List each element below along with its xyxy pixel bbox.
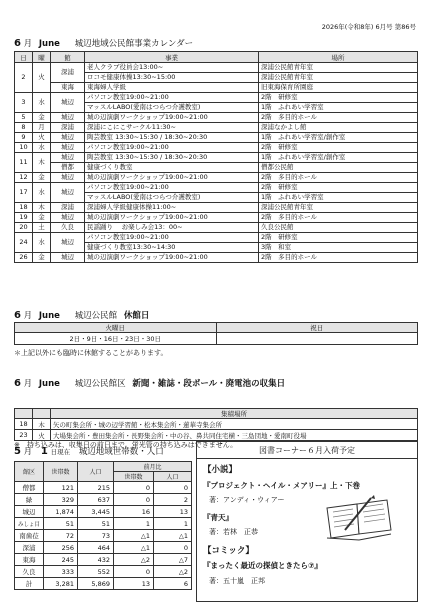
table-row <box>15 63 418 73</box>
households-cell: 51 <box>44 518 78 530</box>
header-hall: 館 <box>51 52 85 63</box>
day-cell: 2 <box>15 63 33 93</box>
closed-heading <box>14 309 149 321</box>
population-table <box>14 461 192 590</box>
day-cell: 23 <box>15 430 33 441</box>
header-place: 集積場所 <box>51 409 418 419</box>
tuesday-dates: 2日・9日・16日・23日・30日 <box>15 333 217 345</box>
closed-days-table <box>14 322 418 345</box>
books-title: 図書コーナー６月入荷予定 <box>259 446 355 455</box>
area-cell: 計 <box>15 578 44 590</box>
event-cell: 陶芸教室 13:30~15:30 / 18:30~20:30 <box>85 133 259 143</box>
event-cell: 城の辺演劇ワークショップ19:00~21:00 <box>85 253 259 263</box>
people-cell: 552 <box>78 566 114 578</box>
diff-households-cell: 16 <box>114 506 154 518</box>
place-cell: 1階 ふれあい学習室/創作室 <box>259 133 418 143</box>
dow-cell: 火 <box>33 430 51 441</box>
people-cell: 3,445 <box>78 506 114 518</box>
area-cell: 城辺 <box>15 506 44 518</box>
diff-households-cell: △1 <box>114 542 154 554</box>
event-cell: マッスルLABO(愛南はつらつ介護教室) <box>85 103 259 113</box>
header-dow: 曜 <box>33 52 51 63</box>
table-row <box>15 494 192 506</box>
area-cell: 東海 <box>15 554 44 566</box>
place-cell: 深浦公民館青年室 <box>259 73 418 83</box>
header-people: 人口 <box>78 462 114 482</box>
place-cell: 2階 多目的ホール <box>259 253 418 263</box>
diff-people-cell: 0 <box>154 542 192 554</box>
diff-people-cell: △1 <box>154 530 192 542</box>
novel-title-2: 『青天』 <box>203 513 233 522</box>
place-cell: 旧東海保育所園庭 <box>259 83 418 93</box>
area-cell: 南歯莅 <box>15 530 44 542</box>
pop-header-row <box>15 462 192 472</box>
place-cell: 2階 研修室 <box>259 233 418 243</box>
table-row <box>15 123 418 133</box>
place-cell: 矢の町集会所・城の辺学習館・松本集会所・蓮華寺集会所 <box>51 419 418 430</box>
diff-people-cell: △7 <box>154 554 192 566</box>
dow-cell: 金 <box>33 253 51 263</box>
closed-month: 6 <box>14 310 21 321</box>
header-blank <box>33 409 51 419</box>
event-calendar-table <box>14 51 418 263</box>
table-row <box>15 430 418 441</box>
table-row <box>15 163 418 173</box>
day-cell: 17 <box>15 183 33 203</box>
table-row <box>15 133 418 143</box>
dow-cell: 月 <box>33 123 51 133</box>
households-cell: 245 <box>44 554 78 566</box>
table-row <box>15 482 192 494</box>
area-cell: 緑 <box>15 494 44 506</box>
people-cell: 464 <box>78 542 114 554</box>
event-cell: 健康づくり教室13:30~14:30 <box>85 243 259 253</box>
header-blank <box>15 409 33 419</box>
diff-people-cell: 13 <box>154 506 192 518</box>
diff-households-cell: 0 <box>114 566 154 578</box>
novel-author-1: 著：アンディ・ウィアー <box>209 496 285 504</box>
day-cell: 26 <box>15 253 33 263</box>
dow-cell: 火 <box>33 63 51 93</box>
dow-cell: 火 <box>33 133 51 143</box>
event-cell: パソコン教室19:00~21:00 <box>85 143 259 153</box>
pop-month-unit: 月 <box>23 447 33 457</box>
comic-title-1: 『まったく最近の探偵ときたら⑦』 <box>203 561 322 570</box>
calendar-month-unit: 月 <box>23 39 33 49</box>
table-row <box>15 253 418 263</box>
table-row <box>15 143 418 153</box>
place-cell: 1階 ふれあい学習室/創作室 <box>259 153 418 163</box>
table-row <box>15 518 192 530</box>
recycle-note: ※ 持ち込みは、収集日の前日まで。蛍光管の持ち込みはできません。 <box>14 441 238 449</box>
day-cell: 11 <box>15 153 33 173</box>
issue-info: 2026年(令和8年) 6月号 第86号 <box>321 23 416 31</box>
table-row <box>15 233 418 243</box>
day-cell: 10 <box>15 143 33 153</box>
area-cell: みしょ目 <box>15 518 44 530</box>
holiday-dates <box>216 333 418 345</box>
header-households: 世帯数 <box>44 462 78 482</box>
households-cell: 72 <box>44 530 78 542</box>
table-row <box>15 223 418 233</box>
header-place: 場所 <box>259 52 418 63</box>
event-cell: 城の辺演劇ワークショップ19:00~21:00 <box>85 173 259 183</box>
novel-label: 【小説】 <box>203 465 238 475</box>
table-row <box>15 93 418 103</box>
diff-households-cell: 0 <box>114 482 154 494</box>
place-cell: 3階 和室 <box>259 243 418 253</box>
people-cell: 215 <box>78 482 114 494</box>
diff-people-cell: 0 <box>154 482 192 494</box>
calendar-month: 6 <box>14 38 21 49</box>
pop-month: 5 <box>14 446 21 457</box>
hall-cell: 城辺 <box>51 153 85 163</box>
hall-cell: 城辺 <box>51 143 85 153</box>
recycle-heading <box>14 377 285 389</box>
hall-cell: 深浦 <box>51 203 85 213</box>
diff-people-cell: 6 <box>154 578 192 590</box>
dow-cell: 水 <box>33 93 51 113</box>
place-cell: 2階 研修室 <box>259 183 418 193</box>
header-prev-people: 人口 <box>154 472 192 482</box>
header-day: 日 <box>15 52 33 63</box>
library-new-books-box <box>196 441 418 602</box>
table-row <box>15 506 192 518</box>
closed-month-unit: 月 <box>23 311 33 321</box>
hall-cell: 城辺 <box>51 173 85 183</box>
open-book-illustration <box>323 494 395 544</box>
diff-households-cell: △2 <box>114 554 154 566</box>
event-cell: マッスルLABO(愛南はつらつ介護教室) <box>85 193 259 203</box>
table-row <box>15 213 418 223</box>
dow-cell: 金 <box>33 213 51 223</box>
place-cell: 大場集会所・豊田集会所・長野集会所・中の谷、鼻共同住宅横・三島団地・愛南町役場 <box>51 430 418 441</box>
place-cell: 1階 ふれあい学習室 <box>259 193 418 203</box>
place-cell: 1階 ふれあい学習室 <box>259 103 418 113</box>
closed-values-row <box>15 333 418 345</box>
dow-cell: 水 <box>33 233 51 253</box>
people-cell: 432 <box>78 554 114 566</box>
recycle-month: 6 <box>14 378 21 389</box>
event-cell: 城の辺演劇ワークショップ19:00~21:00 <box>85 213 259 223</box>
pop-date-unit: 日現在 <box>50 448 71 456</box>
table-row <box>15 83 418 93</box>
recycle-month-en: June <box>38 379 60 389</box>
table-row <box>15 153 418 163</box>
calendar-header-row <box>15 52 418 63</box>
hall-cell: 城辺 <box>51 93 85 113</box>
recycle-title-bold: 新聞・雑誌・段ボール・廃電池の収集日 <box>132 379 286 389</box>
place-cell: 深浦なかよし館 <box>259 123 418 133</box>
hall-cell: 僧都 <box>51 163 85 173</box>
event-cell: 城の辺演劇ワークショップ19:00~21:00 <box>85 113 259 123</box>
calendar-month-en: June <box>38 39 60 49</box>
table-row <box>15 542 192 554</box>
table-row <box>15 173 418 183</box>
diff-households-cell: 1 <box>114 518 154 530</box>
day-cell: 8 <box>15 123 33 133</box>
event-cell: パソコン教室19:00~21:00 <box>85 233 259 243</box>
day-cell: 18 <box>15 203 33 213</box>
event-cell: 陶芸教室 13:30~15:30 / 18:30~20:30 <box>85 153 259 163</box>
header-holiday: 祝日 <box>216 323 418 333</box>
hall-cell: 深浦 <box>51 63 85 83</box>
table-row <box>15 566 192 578</box>
event-cell: 健康づくり教室 <box>85 163 259 173</box>
dow-cell: 木 <box>33 203 51 213</box>
hall-cell: 城辺 <box>51 183 85 203</box>
dow-cell: 水 <box>33 143 51 153</box>
households-cell: 1,874 <box>44 506 78 518</box>
table-row <box>15 113 418 123</box>
households-cell: 256 <box>44 542 78 554</box>
hall-cell: 城辺 <box>51 213 85 223</box>
table-row <box>15 419 418 430</box>
dow-cell: 金 <box>33 173 51 183</box>
households-cell: 121 <box>44 482 78 494</box>
day-cell: 12 <box>15 173 33 183</box>
closed-header-row <box>15 323 418 333</box>
day-cell: 18 <box>15 419 33 430</box>
calendar-title: 城辺地域公民館事業カレンダー <box>74 39 194 49</box>
dow-cell: 金 <box>33 113 51 123</box>
event-cell: 東海婦人学級 <box>85 83 259 93</box>
day-cell: 5 <box>15 113 33 123</box>
households-cell: 3,281 <box>44 578 78 590</box>
recycle-header-row <box>15 409 418 419</box>
hall-cell: 久良 <box>51 223 85 233</box>
novel-title-1: 『プロジェクト・ヘイル・メアリー』上・下巻 <box>203 481 361 490</box>
comic-label: 【コミック】 <box>203 546 254 556</box>
recycle-month-unit: 月 <box>23 379 33 389</box>
books-divider <box>197 458 417 459</box>
event-cell: 老人クラブ役員会13:00~ <box>85 63 259 73</box>
day-cell: 20 <box>15 223 33 233</box>
place-cell: 2階 多目的ホール <box>259 113 418 123</box>
calendar-heading <box>14 37 193 49</box>
people-cell: 637 <box>78 494 114 506</box>
table-row <box>15 578 192 590</box>
people-cell: 5,869 <box>78 578 114 590</box>
event-cell: ロコモ健康体操13:30~15:00 <box>85 73 259 83</box>
dow-cell: 木 <box>33 419 51 430</box>
area-cell: 深浦 <box>15 542 44 554</box>
hall-cell: 城辺 <box>51 113 85 123</box>
place-cell: 深浦公民館青年室 <box>259 63 418 73</box>
place-cell: 久良公民館 <box>259 223 418 233</box>
event-cell: パソコン教室19:00~21:00 <box>85 93 259 103</box>
header-event: 事業 <box>85 52 259 63</box>
place-cell: 2階 研修室 <box>259 93 418 103</box>
area-cell: 僧都 <box>15 482 44 494</box>
dow-cell: 木 <box>33 153 51 173</box>
day-cell: 24 <box>15 233 33 253</box>
table-row <box>15 554 192 566</box>
diff-households-cell: 13 <box>114 578 154 590</box>
table-row <box>15 183 418 193</box>
place-cell: 僧都公民館 <box>259 163 418 173</box>
people-cell: 73 <box>78 530 114 542</box>
people-cell: 51 <box>78 518 114 530</box>
event-cell: 深浦にこにこサークル11:30~ <box>85 123 259 133</box>
day-cell: 9 <box>15 133 33 143</box>
closed-title-bold: 休館日 <box>123 311 150 321</box>
place-cell: 2階 多目的ホール <box>259 213 418 223</box>
event-cell: 深浦婦人学級健康体操11:00~ <box>85 203 259 213</box>
hall-cell: 城辺 <box>51 133 85 143</box>
households-cell: 333 <box>44 566 78 578</box>
dow-cell: 土 <box>33 223 51 233</box>
pop-date: 1 <box>40 446 48 457</box>
diff-people-cell: 1 <box>154 518 192 530</box>
header-area: 館区 <box>15 462 44 482</box>
day-cell: 3 <box>15 93 33 113</box>
event-cell: パソコン教室19:00~21:00 <box>85 183 259 193</box>
households-cell: 329 <box>44 494 78 506</box>
comic-author-1: 著：五十嵐 正邦 <box>209 577 265 585</box>
hall-cell: 深浦 <box>51 123 85 133</box>
diff-households-cell: 0 <box>114 494 154 506</box>
place-cell: 2階 研修室 <box>259 143 418 153</box>
recycle-title: 城辺公民館区 <box>74 379 126 389</box>
dow-cell: 水 <box>33 183 51 203</box>
place-cell: 深浦公民館青年室 <box>259 203 418 213</box>
table-row <box>15 530 192 542</box>
table-row <box>15 203 418 213</box>
recycle-schedule-table <box>14 408 418 441</box>
header-prev-households: 世帯数 <box>114 472 154 482</box>
diff-people-cell: △2 <box>154 566 192 578</box>
closed-month-en: June <box>38 311 60 321</box>
population-heading <box>14 445 164 457</box>
closed-title: 城辺公民館 <box>74 311 118 321</box>
diff-people-cell: 2 <box>154 494 192 506</box>
pop-title: 城辺地域世帯数・人口 <box>78 447 164 457</box>
header-tuesday: 火曜日 <box>15 323 217 333</box>
day-cell: 19 <box>15 213 33 223</box>
diff-households-cell: △1 <box>114 530 154 542</box>
hall-cell: 東海 <box>51 83 85 93</box>
event-cell: 民謡踊り お楽しみ会13：00~ <box>85 223 259 233</box>
hall-cell: 城辺 <box>51 233 85 253</box>
header-prev: 前月比 <box>114 462 192 472</box>
area-cell: 久良 <box>15 566 44 578</box>
hall-cell: 城辺 <box>51 253 85 263</box>
novel-author-2: 著：若林 正恭 <box>209 528 258 536</box>
closed-note: ＊上記以外にも臨時に休館することがあります。 <box>14 349 168 357</box>
place-cell: 2階 多目的ホール <box>259 173 418 183</box>
